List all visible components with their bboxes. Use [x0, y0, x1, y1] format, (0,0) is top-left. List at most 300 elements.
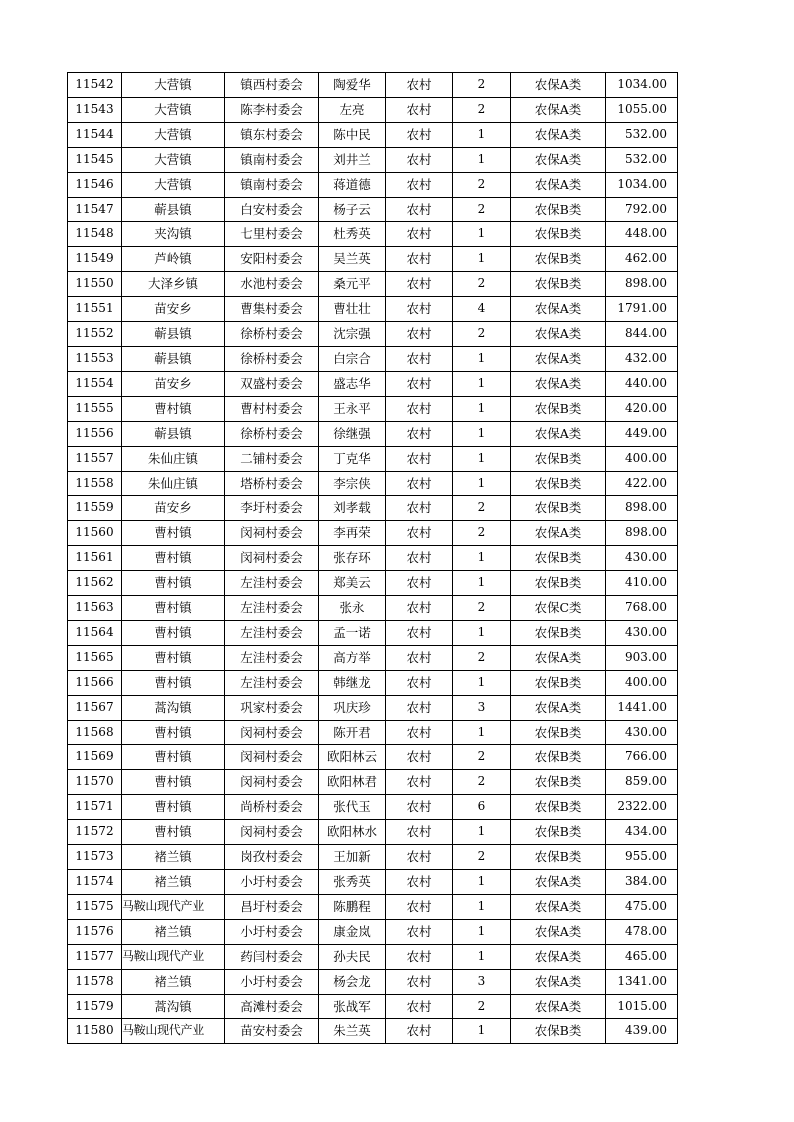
- person-name-cell: 白宗合: [319, 346, 386, 371]
- member-count-cell: 2: [453, 745, 511, 770]
- insurance-category-cell: 农保B类: [511, 197, 606, 222]
- insurance-category-cell: 农保B类: [511, 820, 606, 845]
- insurance-category-cell: 农保C类: [511, 596, 606, 621]
- insurance-category-cell: 农保A类: [511, 297, 606, 322]
- village-cell: 二铺村委会: [225, 446, 319, 471]
- household-type-cell: 农村: [386, 845, 453, 870]
- member-count-cell: 3: [453, 695, 511, 720]
- amount-cell: 432.00: [606, 346, 678, 371]
- household-type-cell: 农村: [386, 1019, 453, 1044]
- insurance-category-cell: 农保A类: [511, 371, 606, 396]
- member-count-cell: 2: [453, 272, 511, 297]
- record-id-cell: 11571: [68, 795, 122, 820]
- record-id-cell: 11558: [68, 471, 122, 496]
- village-cell: 七里村委会: [225, 222, 319, 247]
- amount-cell: 1034.00: [606, 172, 678, 197]
- table-row: [68, 620, 678, 645]
- insurance-category-cell: 农保B类: [511, 720, 606, 745]
- household-type-cell: 农村: [386, 73, 453, 98]
- town-cell: 曹村镇: [122, 820, 225, 845]
- person-name-cell: 陶爱华: [319, 73, 386, 98]
- person-name-cell: 李再荣: [319, 521, 386, 546]
- record-id-cell: 11578: [68, 969, 122, 994]
- member-count-cell: 1: [453, 371, 511, 396]
- table-row: [68, 894, 678, 919]
- member-count-cell: 2: [453, 322, 511, 347]
- insurance-category-cell: 农保B类: [511, 845, 606, 870]
- town-cell: 曹村镇: [122, 670, 225, 695]
- amount-cell: 434.00: [606, 820, 678, 845]
- table-row: [68, 396, 678, 421]
- household-type-cell: 农村: [386, 969, 453, 994]
- insurance-category-cell: 农保A类: [511, 97, 606, 122]
- member-count-cell: 3: [453, 969, 511, 994]
- record-id-cell: 11572: [68, 820, 122, 845]
- member-count-cell: 2: [453, 172, 511, 197]
- record-id-cell: 11567: [68, 695, 122, 720]
- household-type-cell: 农村: [386, 322, 453, 347]
- amount-cell: 465.00: [606, 944, 678, 969]
- town-cell: 曹村镇: [122, 521, 225, 546]
- insurance-category-cell: 农保B类: [511, 396, 606, 421]
- village-cell: 徐桥村委会: [225, 322, 319, 347]
- town-cell: 褚兰镇: [122, 845, 225, 870]
- insurance-category-cell: 农保A类: [511, 894, 606, 919]
- amount-cell: 420.00: [606, 396, 678, 421]
- member-count-cell: 2: [453, 197, 511, 222]
- household-type-cell: 农村: [386, 994, 453, 1019]
- amount-cell: 439.00: [606, 1019, 678, 1044]
- household-type-cell: 农村: [386, 147, 453, 172]
- household-type-cell: 农村: [386, 297, 453, 322]
- household-type-cell: 农村: [386, 247, 453, 272]
- table-row: [68, 446, 678, 471]
- village-cell: 左洼村委会: [225, 645, 319, 670]
- member-count-cell: 1: [453, 421, 511, 446]
- amount-cell: 903.00: [606, 645, 678, 670]
- person-name-cell: 欧阳林君: [319, 770, 386, 795]
- town-cell: 苗安乡: [122, 496, 225, 521]
- town-cell: 大泽乡镇: [122, 272, 225, 297]
- household-type-cell: 农村: [386, 222, 453, 247]
- person-name-cell: 陈中民: [319, 122, 386, 147]
- amount-cell: 1015.00: [606, 994, 678, 1019]
- member-count-cell: 1: [453, 919, 511, 944]
- table-row: [68, 571, 678, 596]
- table-row: [68, 695, 678, 720]
- table-row: [68, 322, 678, 347]
- town-cell: 曹村镇: [122, 795, 225, 820]
- town-cell: 褚兰镇: [122, 870, 225, 895]
- person-name-cell: 蒋道德: [319, 172, 386, 197]
- town-cell: 朱仙庄镇: [122, 471, 225, 496]
- insurance-category-cell: 农保A类: [511, 521, 606, 546]
- person-name-cell: 张存环: [319, 546, 386, 571]
- village-cell: 镇东村委会: [225, 122, 319, 147]
- record-id-cell: 11574: [68, 870, 122, 895]
- person-name-cell: 陈开君: [319, 720, 386, 745]
- village-cell: 闵祠村委会: [225, 720, 319, 745]
- village-cell: 闵祠村委会: [225, 770, 319, 795]
- table-row: [68, 73, 678, 98]
- member-count-cell: 1: [453, 571, 511, 596]
- town-cell: 曹村镇: [122, 745, 225, 770]
- village-cell: 药闫村委会: [225, 944, 319, 969]
- amount-cell: 462.00: [606, 247, 678, 272]
- town-cell: 曹村镇: [122, 596, 225, 621]
- member-count-cell: 2: [453, 521, 511, 546]
- household-type-cell: 农村: [386, 670, 453, 695]
- village-cell: 徐桥村委会: [225, 421, 319, 446]
- amount-cell: 478.00: [606, 919, 678, 944]
- table-row: [68, 944, 678, 969]
- member-count-cell: 2: [453, 994, 511, 1019]
- town-cell: 大营镇: [122, 122, 225, 147]
- amount-cell: 859.00: [606, 770, 678, 795]
- town-cell: 大营镇: [122, 147, 225, 172]
- person-name-cell: 刘孝载: [319, 496, 386, 521]
- town-cell: 苗安乡: [122, 371, 225, 396]
- person-name-cell: 刘井兰: [319, 147, 386, 172]
- household-type-cell: 农村: [386, 197, 453, 222]
- record-id-cell: 11545: [68, 147, 122, 172]
- person-name-cell: 李宗侠: [319, 471, 386, 496]
- amount-cell: 792.00: [606, 197, 678, 222]
- town-cell: 曹村镇: [122, 720, 225, 745]
- amount-cell: 400.00: [606, 446, 678, 471]
- town-cell: 大营镇: [122, 172, 225, 197]
- town-cell: 曹村镇: [122, 546, 225, 571]
- household-type-cell: 农村: [386, 346, 453, 371]
- table-row: [68, 994, 678, 1019]
- amount-cell: 449.00: [606, 421, 678, 446]
- household-type-cell: 农村: [386, 820, 453, 845]
- household-type-cell: 农村: [386, 396, 453, 421]
- amount-cell: 1034.00: [606, 73, 678, 98]
- person-name-cell: 盛志华: [319, 371, 386, 396]
- village-cell: 闵祠村委会: [225, 820, 319, 845]
- table-row: [68, 670, 678, 695]
- member-count-cell: 1: [453, 894, 511, 919]
- member-count-cell: 2: [453, 496, 511, 521]
- household-type-cell: 农村: [386, 546, 453, 571]
- village-cell: 闵祠村委会: [225, 745, 319, 770]
- table-row: [68, 421, 678, 446]
- person-name-cell: 郑美云: [319, 571, 386, 596]
- record-id-cell: 11550: [68, 272, 122, 297]
- insurance-category-cell: 农保B类: [511, 795, 606, 820]
- person-name-cell: 吴兰英: [319, 247, 386, 272]
- record-id-cell: 11569: [68, 745, 122, 770]
- record-id-cell: 11570: [68, 770, 122, 795]
- village-cell: 岗孜村委会: [225, 845, 319, 870]
- town-cell: 曹村镇: [122, 620, 225, 645]
- insurance-category-cell: 农保B类: [511, 571, 606, 596]
- insurance-category-cell: 农保A类: [511, 870, 606, 895]
- village-cell: 闵祠村委会: [225, 546, 319, 571]
- person-name-cell: 沈宗强: [319, 322, 386, 347]
- member-count-cell: 1: [453, 870, 511, 895]
- household-type-cell: 农村: [386, 122, 453, 147]
- insurance-category-cell: 农保A类: [511, 346, 606, 371]
- member-count-cell: 1: [453, 247, 511, 272]
- table-row: [68, 471, 678, 496]
- village-cell: 水池村委会: [225, 272, 319, 297]
- member-count-cell: 1: [453, 346, 511, 371]
- insurance-category-cell: 农保B类: [511, 222, 606, 247]
- amount-cell: 532.00: [606, 147, 678, 172]
- table-row: [68, 346, 678, 371]
- table-row: [68, 496, 678, 521]
- village-cell: 左洼村委会: [225, 620, 319, 645]
- household-type-cell: 农村: [386, 620, 453, 645]
- village-cell: 陈李村委会: [225, 97, 319, 122]
- town-cell: 马鞍山现代产业: [122, 1019, 225, 1044]
- amount-cell: 898.00: [606, 521, 678, 546]
- village-cell: 尚桥村委会: [225, 795, 319, 820]
- town-cell: 蒿沟镇: [122, 994, 225, 1019]
- member-count-cell: 1: [453, 820, 511, 845]
- household-type-cell: 农村: [386, 521, 453, 546]
- record-id-cell: 11555: [68, 396, 122, 421]
- household-type-cell: 农村: [386, 695, 453, 720]
- village-cell: 镇西村委会: [225, 73, 319, 98]
- person-name-cell: 桑元平: [319, 272, 386, 297]
- record-id-cell: 11565: [68, 645, 122, 670]
- household-type-cell: 农村: [386, 720, 453, 745]
- household-type-cell: 农村: [386, 571, 453, 596]
- member-count-cell: 1: [453, 670, 511, 695]
- member-count-cell: 2: [453, 73, 511, 98]
- person-name-cell: 欧阳林云: [319, 745, 386, 770]
- household-type-cell: 农村: [386, 421, 453, 446]
- member-count-cell: 1: [453, 446, 511, 471]
- amount-cell: 1791.00: [606, 297, 678, 322]
- village-cell: 昌圩村委会: [225, 894, 319, 919]
- records-table: [67, 72, 678, 1044]
- amount-cell: 1441.00: [606, 695, 678, 720]
- household-type-cell: 农村: [386, 471, 453, 496]
- record-id-cell: 11544: [68, 122, 122, 147]
- table-row: [68, 1019, 678, 1044]
- insurance-category-cell: 农保A类: [511, 969, 606, 994]
- household-type-cell: 农村: [386, 919, 453, 944]
- village-cell: 镇南村委会: [225, 147, 319, 172]
- person-name-cell: 陈鹏程: [319, 894, 386, 919]
- table-row: [68, 795, 678, 820]
- person-name-cell: 欧阳林水: [319, 820, 386, 845]
- member-count-cell: 1: [453, 944, 511, 969]
- record-id-cell: 11547: [68, 197, 122, 222]
- village-cell: 左洼村委会: [225, 571, 319, 596]
- table-row: [68, 222, 678, 247]
- person-name-cell: 朱兰英: [319, 1019, 386, 1044]
- insurance-category-cell: 农保B类: [511, 745, 606, 770]
- member-count-cell: 2: [453, 770, 511, 795]
- record-id-cell: 11561: [68, 546, 122, 571]
- amount-cell: 768.00: [606, 596, 678, 621]
- record-id-cell: 11543: [68, 97, 122, 122]
- amount-cell: 1055.00: [606, 97, 678, 122]
- insurance-category-cell: 农保B类: [511, 446, 606, 471]
- person-name-cell: 张战军: [319, 994, 386, 1019]
- insurance-category-cell: 农保B类: [511, 546, 606, 571]
- record-id-cell: 11549: [68, 247, 122, 272]
- town-cell: 蕲县镇: [122, 421, 225, 446]
- town-cell: 蒿沟镇: [122, 695, 225, 720]
- household-type-cell: 农村: [386, 172, 453, 197]
- member-count-cell: 1: [453, 122, 511, 147]
- village-cell: 白安村委会: [225, 197, 319, 222]
- town-cell: 马鞍山现代产业: [122, 944, 225, 969]
- amount-cell: 844.00: [606, 322, 678, 347]
- amount-cell: 430.00: [606, 546, 678, 571]
- village-cell: 曹村村委会: [225, 396, 319, 421]
- record-id-cell: 11579: [68, 994, 122, 1019]
- table-row: [68, 97, 678, 122]
- insurance-category-cell: 农保B类: [511, 1019, 606, 1044]
- town-cell: 大营镇: [122, 73, 225, 98]
- insurance-category-cell: 农保B类: [511, 496, 606, 521]
- insurance-category-cell: 农保A类: [511, 172, 606, 197]
- insurance-category-cell: 农保A类: [511, 122, 606, 147]
- village-cell: 李圩村委会: [225, 496, 319, 521]
- household-type-cell: 农村: [386, 894, 453, 919]
- member-count-cell: 1: [453, 147, 511, 172]
- person-name-cell: 张秀英: [319, 870, 386, 895]
- person-name-cell: 康金岚: [319, 919, 386, 944]
- person-name-cell: 王永平: [319, 396, 386, 421]
- member-count-cell: 2: [453, 596, 511, 621]
- amount-cell: 440.00: [606, 371, 678, 396]
- table-row: [68, 770, 678, 795]
- record-id-cell: 11580: [68, 1019, 122, 1044]
- village-cell: 巩家村委会: [225, 695, 319, 720]
- amount-cell: 532.00: [606, 122, 678, 147]
- household-type-cell: 农村: [386, 870, 453, 895]
- town-cell: 曹村镇: [122, 770, 225, 795]
- insurance-category-cell: 农保B类: [511, 471, 606, 496]
- amount-cell: 430.00: [606, 620, 678, 645]
- table-row: [68, 272, 678, 297]
- amount-cell: 422.00: [606, 471, 678, 496]
- record-id-cell: 11563: [68, 596, 122, 621]
- table-row: [68, 297, 678, 322]
- record-id-cell: 11552: [68, 322, 122, 347]
- person-name-cell: 张永: [319, 596, 386, 621]
- insurance-category-cell: 农保B类: [511, 620, 606, 645]
- amount-cell: 2322.00: [606, 795, 678, 820]
- table-row: [68, 172, 678, 197]
- record-id-cell: 11573: [68, 845, 122, 870]
- insurance-category-cell: 农保A类: [511, 73, 606, 98]
- town-cell: 曹村镇: [122, 571, 225, 596]
- person-name-cell: 王加新: [319, 845, 386, 870]
- person-name-cell: 曹壮壮: [319, 297, 386, 322]
- person-name-cell: 左亮: [319, 97, 386, 122]
- town-cell: 曹村镇: [122, 645, 225, 670]
- household-type-cell: 农村: [386, 596, 453, 621]
- record-id-cell: 11562: [68, 571, 122, 596]
- village-cell: 小圩村委会: [225, 870, 319, 895]
- table-row: [68, 870, 678, 895]
- village-cell: 镇南村委会: [225, 172, 319, 197]
- person-name-cell: 张代玉: [319, 795, 386, 820]
- record-id-cell: 11575: [68, 894, 122, 919]
- member-count-cell: 2: [453, 845, 511, 870]
- member-count-cell: 1: [453, 620, 511, 645]
- insurance-category-cell: 农保A类: [511, 994, 606, 1019]
- record-id-cell: 11546: [68, 172, 122, 197]
- member-count-cell: 1: [453, 546, 511, 571]
- table-row: [68, 969, 678, 994]
- amount-cell: 898.00: [606, 272, 678, 297]
- amount-cell: 384.00: [606, 870, 678, 895]
- member-count-cell: 6: [453, 795, 511, 820]
- table-row: [68, 147, 678, 172]
- table-row: [68, 521, 678, 546]
- amount-cell: 766.00: [606, 745, 678, 770]
- record-id-cell: 11566: [68, 670, 122, 695]
- table-row: [68, 596, 678, 621]
- record-id-cell: 11576: [68, 919, 122, 944]
- person-name-cell: 巩庆珍: [319, 695, 386, 720]
- insurance-category-cell: 农保B类: [511, 670, 606, 695]
- table-row: [68, 919, 678, 944]
- amount-cell: 475.00: [606, 894, 678, 919]
- member-count-cell: 1: [453, 720, 511, 745]
- table-row: [68, 645, 678, 670]
- insurance-category-cell: 农保A类: [511, 322, 606, 347]
- table-row: [68, 546, 678, 571]
- amount-cell: 410.00: [606, 571, 678, 596]
- member-count-cell: 1: [453, 471, 511, 496]
- record-id-cell: 11568: [68, 720, 122, 745]
- person-name-cell: 孟一诺: [319, 620, 386, 645]
- record-id-cell: 11548: [68, 222, 122, 247]
- member-count-cell: 1: [453, 222, 511, 247]
- person-name-cell: 徐继强: [319, 421, 386, 446]
- table-row: [68, 247, 678, 272]
- record-id-cell: 11577: [68, 944, 122, 969]
- amount-cell: 430.00: [606, 720, 678, 745]
- table-row: [68, 845, 678, 870]
- insurance-category-cell: 农保A类: [511, 645, 606, 670]
- record-id-cell: 11553: [68, 346, 122, 371]
- person-name-cell: 高方举: [319, 645, 386, 670]
- household-type-cell: 农村: [386, 770, 453, 795]
- village-cell: 左洼村委会: [225, 596, 319, 621]
- village-cell: 双盛村委会: [225, 371, 319, 396]
- amount-cell: 1341.00: [606, 969, 678, 994]
- household-type-cell: 农村: [386, 272, 453, 297]
- amount-cell: 400.00: [606, 670, 678, 695]
- table-row: [68, 122, 678, 147]
- household-type-cell: 农村: [386, 944, 453, 969]
- town-cell: 大营镇: [122, 97, 225, 122]
- village-cell: 苗安村委会: [225, 1019, 319, 1044]
- household-type-cell: 农村: [386, 371, 453, 396]
- town-cell: 蕲县镇: [122, 197, 225, 222]
- table-row: [68, 820, 678, 845]
- town-cell: 蕲县镇: [122, 322, 225, 347]
- town-cell: 夹沟镇: [122, 222, 225, 247]
- record-id-cell: 11564: [68, 620, 122, 645]
- village-cell: 安阳村委会: [225, 247, 319, 272]
- amount-cell: 955.00: [606, 845, 678, 870]
- town-cell: 马鞍山现代产业: [122, 894, 225, 919]
- member-count-cell: 1: [453, 396, 511, 421]
